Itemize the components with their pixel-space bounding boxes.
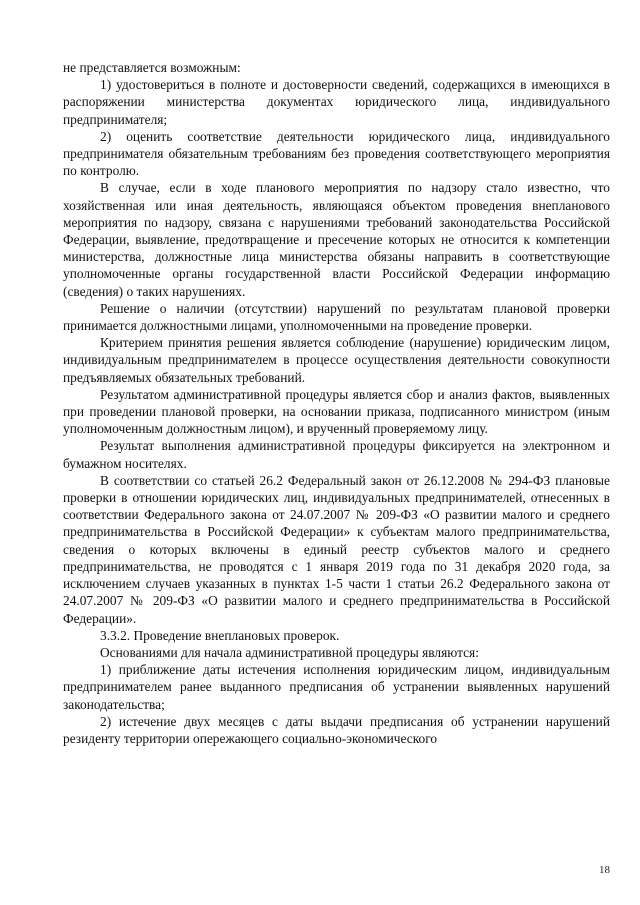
document-page [63, 59, 610, 747]
page-number: 18 [599, 864, 610, 876]
paragraph-grounds-intro: Основаниями для начала административной процедуры являются: [100, 644, 479, 660]
paragraph-decision: Решение о наличии (отсутствии) нарушений по результатам плановой проверки принимается должностными лицами, уполномоченными на проведение проверки. [63, 300, 610, 334]
paragraph-item-2: 2) оценить соответствие деятельности юридического лица, индивидуального предпринимателя обязательным требованиям без проведения соответствующего мероприятия по контролю. [63, 128, 610, 179]
paragraph-ground-2: 2) истечение двух месяцев с даты выдачи предписания об устранении нарушений резиденту территории опережающего социально-экономического [63, 713, 610, 746]
paragraph-criterion: Критерием принятия решения является соблюдение (нарушение) юридическим лицом, индивидуальным предпринимателем в процессе осуществления деятельности совокупности предъявляемых обязательных требований. [63, 335, 610, 385]
paragraph-ground-1: 1) приближение даты истечения исполнения юридическим лицом, индивидуальным предпринимателем ранее выданного предписания об устранении выявленных нарушений законодательства; [63, 662, 610, 712]
paragraph-violations-notice: В случае, если в ходе планового мероприятия по надзору стало известно, что хозяйственная или иная деятельность, являющаяся объектом проведения внепланового мероприятия по надзору, связана с нарушениями требований законодательства Российской Федерации, выявление, предотвращение и пресечение которых не относится к компетенции министерства, должностные лица министерства обязаны направить в соответствующие уполномоченные органы государственной власти Российской Федерации информацию (сведения) о таких нарушениях. [63, 180, 610, 299]
section-heading-3-3-2: 3.3.2. Проведение внеплановых проверок. [100, 627, 340, 643]
paragraph-recording: Результат выполнения административной процедуры фиксируется на электронном и бумажном носителях. [63, 438, 610, 471]
paragraph-item-1: 1) удостовериться в полноте и достоверности сведений, содержащихся в имеющихся в распоряжении министерства документах юридического лица, индивидуального предпринимателя; [63, 77, 610, 127]
paragraph-law-reference: В соответствии со статьей 26.2 Федеральный закон от 26.12.2008 № 294-ФЗ плановые проверки в отношении юридических лиц, индивидуальных предпринимателей, отнесенных в соответствии Федерального закона от 24.07.2007 № 209-ФЗ «О развитии малого и среднего предпринимательства в Российской Федерации» к субъектам малого предпринимательства, сведения о которых включены в единый реестр субъектов малого и среднего предпринимательства, не проводятся с 1 января 2019 года по 31 декабря 2020 года, за исключением случаев указанных в пунктах 1-5 части 1 статьи 26.2 Федерального закона от 24.07.2007 № 209-ФЗ «О развитии малого и среднего предпринимательства в Российской Федерации». [63, 472, 610, 626]
paragraph-continuation: не представляется возможным: [63, 60, 241, 75]
paragraph-result: Результатом административной процедуры является сбор и анализ фактов, выявленных при проведении плановой проверки, на основании приказа, подписанного министром (иным уполномоченным должностным лицом), и врученный проверяемому лицу. [63, 386, 610, 437]
